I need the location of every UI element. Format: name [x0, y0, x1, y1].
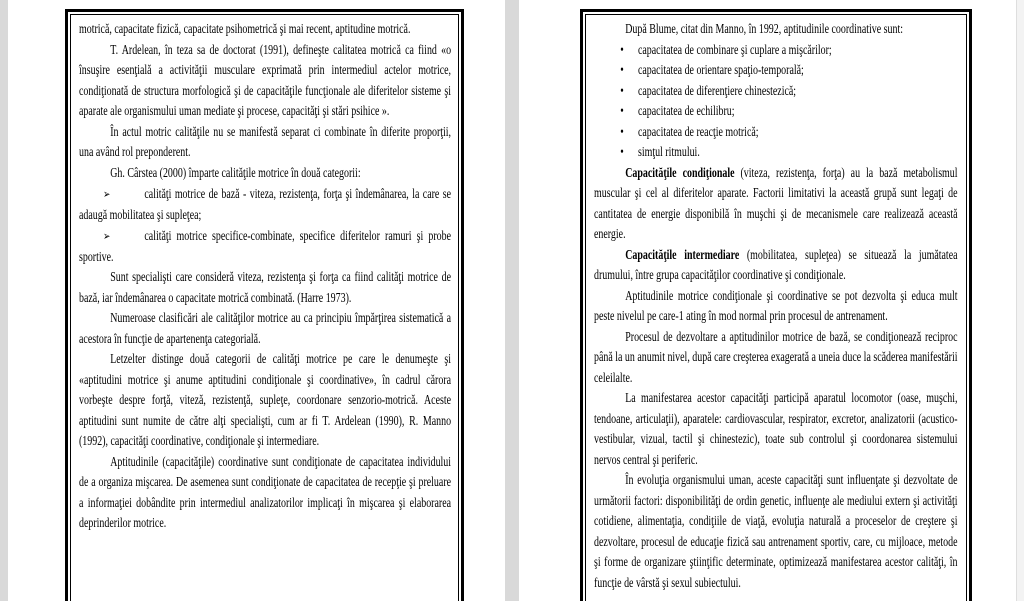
- paragraph: [594, 164, 958, 246]
- paragraph-lead-bold: Capacităţile condiţionale: [625, 165, 735, 181]
- list-item: [594, 143, 958, 164]
- list-item-text: simţul ritmului.: [637, 145, 700, 160]
- paragraph-text: (mobilitatea, supleţea) se situează la jumătatea drumului, între grupa capacităţilor coordinative şi condiţionale.: [594, 247, 958, 283]
- arrow-bullet-icon: ➢: [103, 187, 111, 201]
- list-item: [79, 226, 451, 268]
- list-item: [594, 61, 958, 82]
- list-item-text: capacitatea de echilibru;: [637, 104, 735, 119]
- paragraph: În evoluţia organismului uman, aceste capacităţi sunt influenţate şi dezvoltate de următorii factori: disponibilităţi de ordin genetic, influenţe ale mediului extern şi activităţi cotidiene, alimentaţia, condiţiile de viaţă, evoluţia naturală a proceselor de creştere şi dezvoltare, procesul de educaţie fizică sau antrenament sportiv, care, cu mijloace, metode şi forme de organizare ştiinţific determinate, optimizează manifestarea acestor calităţi, în funcţie de vârstă şi sexul subiectului.: [594, 473, 958, 591]
- paragraph: Aptitudinile (capacităţile) coordinative sunt condiţionate de capacitatea individului de a organiza mişcarea. De asemenea sunt condiţionate de capacitatea de recepţie şi preluare a informaţiei dobândite prin intermediul analizatorilor implicaţi în mişcarea şi elaborarea deprinderilor motrice.: [79, 454, 452, 531]
- bullet-icon: •: [620, 42, 624, 58]
- list-item: [594, 41, 958, 62]
- paragraph: După Blume, citat din Manno, în 1992, aptitudinile coordinative sunt:: [625, 22, 903, 37]
- paragraph: motrică, capacitate fizică, capacitate psihometrică şi mai recent, aptitudine motrică.: [79, 22, 411, 37]
- list-item-text: capacitatea de reacţie motrică;: [637, 124, 759, 140]
- list-item: [594, 123, 958, 144]
- list-item-text: calităţi motrice de bază - viteza, rezistenţa, forţa şi îndemânarea, la care se adaugă mobilitatea şi supleţea;: [79, 187, 452, 223]
- paragraph: T. Ardelean, în teza sa de doctorat (1991), defineşte calitatea motrică ca fiind «o însuşire esenţială a activităţii musculare exprimată prin intermediul actelor motrice, condiţionată de structura morfologică şi de capacităţile funcţionale ale diferitelor sisteme şi aparate ale organismului uman mediate şi procese, capacităţi şi stări psihice ».: [79, 42, 452, 119]
- list-item-text: calităţi motrice specifice-combinate, specifice diferitelor ramuri şi probe sportive.: [79, 229, 452, 265]
- scrollbar-track[interactable]: [1016, 0, 1024, 601]
- paragraph-lead-bold: Capacităţile intermediare: [625, 247, 740, 263]
- paragraph: În actul motric calităţile nu se manifestă separat ci combinate în diferite proporţii, una având rol preponderent.: [79, 124, 452, 160]
- paragraph: [594, 246, 958, 287]
- text-column-right: [594, 20, 958, 594]
- page-right: [519, 0, 1016, 601]
- paragraph: Sunt specialişti care consideră viteza, rezistenţa şi forţa ca fiind calităţi motrice de bază, iar îndemânarea o capacitate motrică combinată. (Harre 1973).: [79, 270, 452, 306]
- bullet-icon: •: [620, 83, 624, 99]
- bullet-icon: •: [620, 124, 624, 140]
- text-frame-right: [580, 9, 972, 601]
- paragraph: Gh. Cârstea (2000) împarte calităţile motrice în două categorii:: [110, 165, 361, 181]
- page-left: [8, 0, 505, 601]
- list-item: [594, 102, 958, 123]
- bullet-icon: •: [620, 104, 624, 119]
- list-item-text: capacitatea de combinare şi cuplare a mişcărilor;: [637, 42, 832, 58]
- text-frame-right-inner: [585, 14, 967, 601]
- bullet-icon: •: [620, 63, 624, 78]
- paragraph: Numeroase clasificări ale calităţilor motrice au ca principiu împărţirea sistematică a acestora în funcţie de apartenenţa categorială.: [79, 311, 452, 347]
- bullet-icon: •: [620, 145, 624, 160]
- list-item: [594, 82, 958, 103]
- paragraph: Letzelter distinge două categorii de calităţi motrice pe care le denumeşte şi «aptitudini motrice şi anume aptitudini condiţionale şi coordinative», în cadrul cărora vorbeşte despre forţă, viteză, rezistenţă, supleţe, coordonare senzorio-motrică. Aceste aptitudini sunt numite de către alţi specialişti, cum ar fi T. Ardelean (1990), R. Manno (1992), capacităţi coordinative, condiţionale şi intermediare.: [79, 352, 452, 449]
- paragraph: La manifestarea acestor capacităţi participă aparatul locomotor (oase, muşchi, tendoane, articulaţii), aparatele: cardiovascular, respirator, excretor, analizatorii (acustico-vestibular, vizual, tactil şi chinestezic), toate sub controlul şi coordonarea sistemului nervos central şi periferic.: [594, 391, 958, 468]
- text-column-left: [79, 20, 451, 535]
- text-frame-left-inner: [70, 14, 459, 601]
- list-item: [79, 184, 451, 226]
- paragraph-text: (viteza, rezistenţa, forţa) au la bază metabolismul muscular şi cel al diferitelor aparate. Factorii limitativi la această grupă sunt legaţi de cantitatea de energie disponibilă în muşchi şi de mecanismele care realizează această energie.: [594, 165, 958, 242]
- list-item-text: capacitatea de diferenţiere chinestezică;: [637, 83, 797, 99]
- arrow-bullet-icon: ➢: [103, 229, 111, 243]
- paragraph: Aptitudinile motrice condiţionale şi coordinative se pot dezvolta şi educa mult peste nivelul pe care-1 ating în mod normal prin procesul de antrenament.: [594, 288, 958, 324]
- list-item-text: capacitatea de orientare spaţio-temporală;: [637, 63, 804, 78]
- paragraph: Procesul de dezvoltare a aptitudinilor motrice de bază, se condiţionează reciproc până la un anumit nivel, după care creşterea exagerată a uneia duce la scăderea manifestării celeilalte.: [594, 329, 958, 386]
- text-frame-left: [65, 9, 464, 601]
